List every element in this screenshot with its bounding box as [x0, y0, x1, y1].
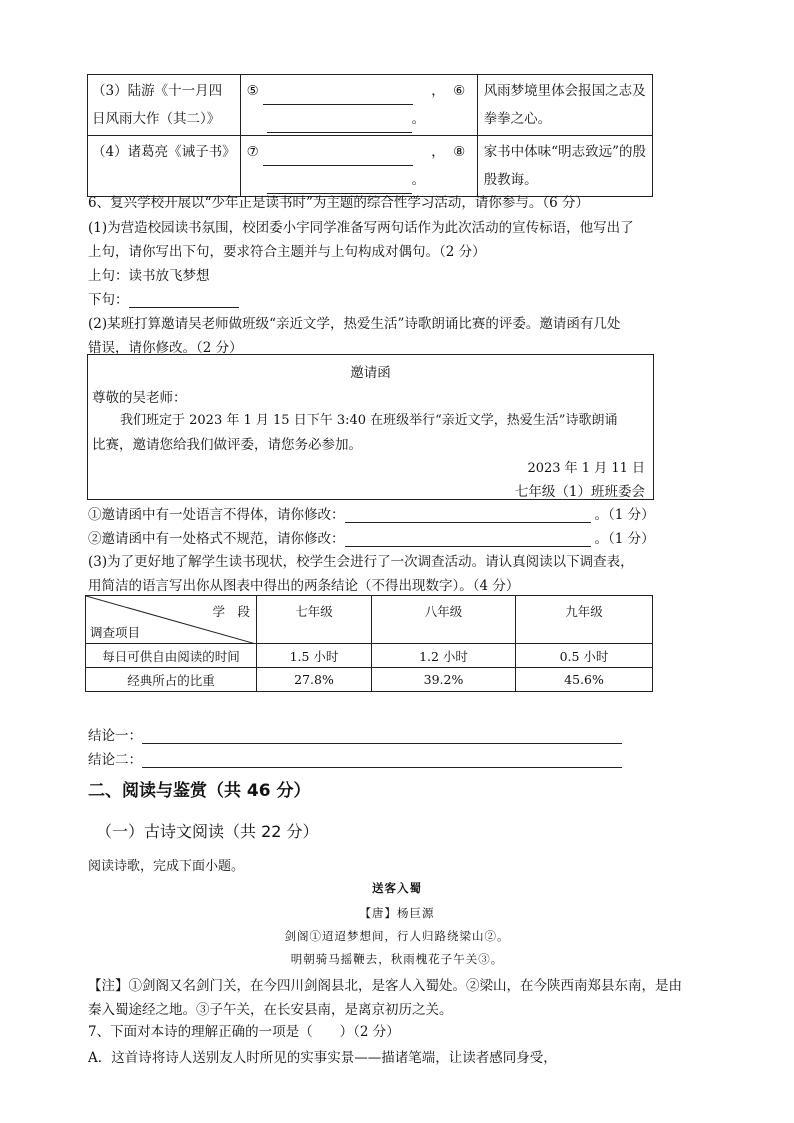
- letter-title: 邀请函: [350, 365, 391, 381]
- letter-greeting: 尊敬的吴老师：: [92, 390, 187, 406]
- answer-blank[interactable]: [267, 132, 412, 133]
- fix2-label: ②邀请函中有一处格式不规范，请你修改：: [88, 531, 345, 547]
- note-cell: [477, 136, 652, 197]
- poem-title-cell: [88, 136, 241, 197]
- poem-title-line: （4）诸葛亮《诫子书》: [92, 144, 236, 160]
- reading-instruction: 阅读诗歌，完成下面小题。: [88, 859, 245, 874]
- blank-number: ⑤: [246, 83, 259, 99]
- grade-header: 七年级: [257, 596, 372, 644]
- q6-part3-text: 用简洁的语言写出你从图表中得出的两条结论（不得出现数字）。（4 分）: [88, 578, 520, 594]
- q6-part1-text: (1)为营造校园读书氛围，校团委小宇同学准备写两句话作为此次活动的宣传标语，他写出了: [88, 220, 634, 236]
- conclusion1-blank[interactable]: [142, 743, 622, 744]
- corner-bottom-label: 调查项目: [90, 625, 141, 640]
- survey-table: [85, 595, 653, 692]
- note-line: 风雨梦境里体会报国之志及: [483, 83, 646, 99]
- fix2-score: 。（1 分）: [594, 531, 655, 547]
- section-heading: 二、阅读与鉴赏（共 46 分）: [88, 781, 311, 801]
- blank-number: ⑧: [453, 144, 466, 160]
- table-row: [88, 75, 653, 136]
- poem-author: 【唐】杨巨源: [359, 906, 435, 920]
- corner-top-label: 学 段: [212, 604, 250, 619]
- note-line: 拳拳之心。: [483, 111, 552, 127]
- note-line: 家书中体味“明志致远”的殷: [483, 144, 646, 160]
- cell-value: 39.2%: [372, 668, 516, 692]
- q6-part1-text: 上句，请你写出下句，要求符合主题并与上句构成对偶句。（2 分）: [88, 244, 486, 260]
- poem-title-line: 日风雨大作（其二）》: [92, 111, 221, 127]
- poem-line: 明朝骑马摇鞭去，秋雨槐花子午关③。: [290, 952, 504, 966]
- lower-couplet-blank[interactable]: [129, 307, 239, 308]
- q7-option-a[interactable]: A．这首诗将诗人送别友人时所见的实事实景——描诸笔端，让读者感同身受，: [88, 1050, 557, 1066]
- letter-signer: 七年级（1）班班委会: [514, 484, 645, 500]
- table-row: [88, 136, 653, 197]
- answer-cell: [240, 136, 477, 197]
- poem-title-cell: [88, 75, 241, 136]
- answer-cell: [240, 75, 477, 136]
- poem-notes: 秦入蜀途经之地。③子午关，在长安县南，是离京初历之关。: [88, 1002, 453, 1018]
- q7-stem: 7、下面对本诗的理解正确的一项是（ ）（2 分）: [88, 1024, 400, 1040]
- q6-part2-text: 错误，请你修改。（2 分）: [88, 340, 243, 356]
- invitation-letter: [87, 354, 654, 500]
- cell-value: 45.6%: [516, 668, 653, 692]
- cell-value: 1.2 小时: [372, 644, 516, 668]
- fix2-blank[interactable]: [345, 546, 591, 547]
- cell-value: 1.5 小时: [257, 644, 372, 668]
- q6-part3-text: (3)为了更好地了解学生读书现状，校学生会进行了一次调查活动。请认真阅读以下调查表，: [88, 554, 634, 570]
- subsection-heading: （一）古诗文阅读（共 22 分）: [96, 822, 319, 841]
- poem-title: 送客入蜀: [372, 881, 422, 895]
- poem-notes: 【注】①剑阁又名剑门关，在今四川剑阁县北，是客人入蜀处。②梁山，在今陕西南郑县东南，是由: [88, 978, 682, 994]
- table-row: [86, 668, 653, 692]
- row-label: 经典所占的比重: [86, 668, 257, 692]
- corner-cell: [86, 596, 257, 644]
- q6-part2-text: (2)某班打算邀请吴老师做班级“亲近文学，热爱生活”诗歌朗诵比赛的评委。邀请函有几处: [88, 316, 621, 332]
- grade-header: 九年级: [516, 596, 653, 644]
- letter-body: 比赛，邀请您给我们做评委，请您务必参加。: [92, 437, 362, 453]
- fix1-score: 。（1 分）: [594, 507, 655, 523]
- table-row: [86, 644, 653, 668]
- fix1-label: ①邀请函中有一处语言不得体，请你修改：: [88, 507, 345, 523]
- poem-line: 剑阁①迢迢梦想间，行人归路绕梁山②。: [284, 929, 510, 943]
- cell-value: 27.8%: [257, 668, 372, 692]
- period: 。: [411, 172, 426, 188]
- grade-header: 八年级: [372, 596, 516, 644]
- q6-intro: 6、复兴学校开展以“少年正是读书时”为主题的综合性学习活动，请你参与。（6 分）: [88, 195, 590, 211]
- comma: ，: [431, 83, 445, 99]
- table-header-row: [86, 596, 653, 644]
- lower-couplet-label: 下句：: [88, 292, 129, 308]
- blank-number: ⑦: [246, 144, 259, 160]
- note-line: 殷教诲。: [483, 172, 538, 188]
- cell-value: 0.5 小时: [516, 644, 653, 668]
- conclusion2-blank[interactable]: [142, 767, 622, 768]
- row-label: 每日可供自由阅读的时间: [86, 644, 257, 668]
- letter-body: 我们班定于 2023 年 1 月 15 日下午 3:40 在班级举行“亲近文学，热爱生活”诗歌朗诵: [120, 413, 618, 428]
- conclusion1-label: 结论一：: [88, 728, 142, 744]
- blank-number: ⑥: [453, 83, 466, 99]
- period: 。: [411, 111, 426, 127]
- conclusion2-label: 结论二：: [88, 752, 142, 768]
- upper-couplet: 上句：读书放飞梦想: [88, 268, 210, 284]
- poem-title-line: （3）陆游《十一月四: [92, 83, 223, 99]
- letter-date: 2023 年 1 月 11 日: [527, 461, 645, 476]
- fix1-blank[interactable]: [345, 522, 591, 523]
- poem-fill-table: [87, 74, 653, 197]
- note-cell: [477, 75, 652, 136]
- comma: ，: [431, 144, 445, 160]
